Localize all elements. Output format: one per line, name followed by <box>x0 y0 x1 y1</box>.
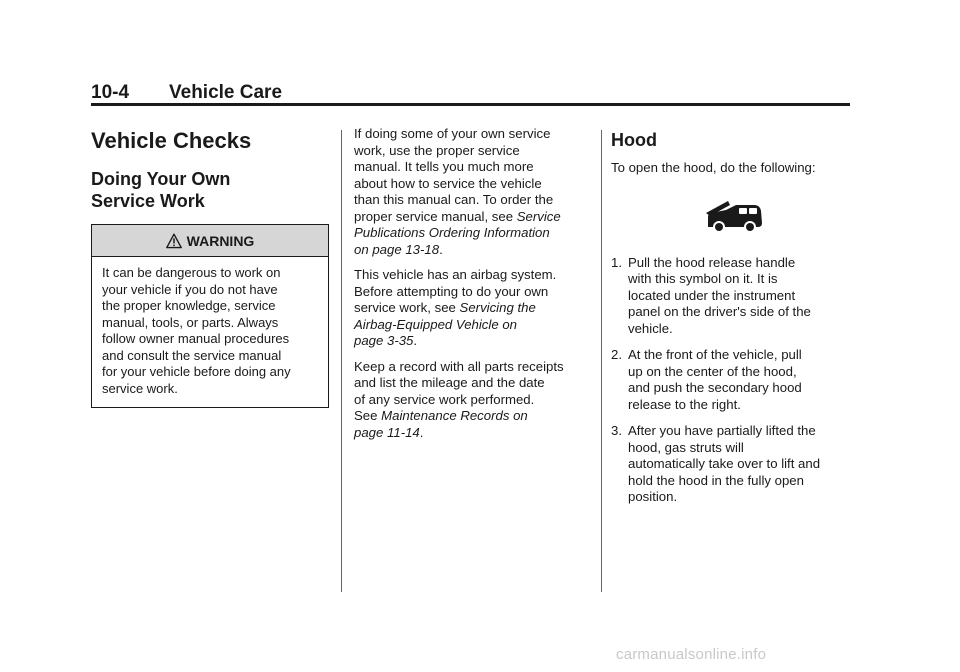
page-ref-11-14-link[interactable]: page 11-14 <box>354 424 420 440</box>
text-line <box>354 242 590 259</box>
column-divider-1 <box>341 130 342 592</box>
hood-icon-container <box>611 185 856 251</box>
warning-header <box>92 225 328 257</box>
section-title: Vehicle Care <box>169 82 283 103</box>
airbag-paragraph <box>354 267 590 350</box>
text-line <box>354 209 590 226</box>
text-line: than this manual can. To order the <box>354 192 554 207</box>
text-line: and list the mileage and the date <box>354 375 545 390</box>
column-1 <box>91 126 331 408</box>
text-span: . <box>413 333 418 348</box>
text-line: of any service work performed. <box>354 391 535 407</box>
text-line: automatically take over to lift and <box>628 456 821 471</box>
text-line: This vehicle has an airbag system. <box>354 267 557 282</box>
text-line <box>354 300 590 317</box>
page-ref-3-35-link[interactable]: page 3-35 <box>354 333 414 348</box>
text-line: up on the center of the hood, <box>628 363 797 379</box>
warning-triangle-icon <box>166 233 182 249</box>
text-line: about how to service the vehicle <box>354 175 542 191</box>
text-line: Before attempting to do your own <box>354 283 549 299</box>
step-number: 2. <box>611 347 622 362</box>
service-work-heading-line1: Doing Your Own <box>91 169 231 189</box>
hood-steps-list <box>611 255 856 506</box>
warning-line: follow owner manual procedures <box>102 331 290 346</box>
page-header <box>91 80 850 106</box>
warning-line: for your vehicle before doing any <box>102 364 291 379</box>
column-3 <box>611 126 856 516</box>
hood-intro-text: To open the hood, do the following: <box>611 160 816 175</box>
text-line: with this symbol on it. It is <box>628 271 778 286</box>
warning-text <box>92 257 328 407</box>
text-line: After you have partially lifted the <box>628 423 816 438</box>
text-line: panel on the driver's side of the <box>628 304 811 319</box>
text-span: service work, see <box>354 300 460 315</box>
text-line <box>354 425 590 442</box>
text-span: . <box>419 424 424 440</box>
step-text <box>628 347 856 413</box>
text-line <box>354 317 590 334</box>
page-ref-13-18-link[interactable]: on page 13-18 <box>354 241 440 257</box>
service-work-heading-line2: Service Work <box>91 191 205 211</box>
service-publications-link[interactable]: Publications Ordering Information <box>354 225 550 240</box>
text-line: located under the instrument <box>628 287 796 303</box>
page-number: 10-4 <box>91 82 130 103</box>
text-line <box>354 408 590 425</box>
service-work-heading <box>91 168 331 212</box>
warning-line: It can be dangerous to work on <box>102 265 281 280</box>
text-span: proper service manual, see <box>354 208 517 224</box>
text-line: hold the hood in the fully open <box>628 472 804 488</box>
text-line: vehicle. <box>628 320 673 336</box>
list-item <box>611 347 856 413</box>
warning-line: the proper knowledge, service <box>102 298 276 313</box>
records-paragraph <box>354 359 590 442</box>
airbag-servicing-link[interactable]: Servicing the <box>459 300 536 315</box>
column-divider-2 <box>601 130 602 592</box>
warning-label: WARNING <box>186 232 255 249</box>
text-line: At the front of the vehicle, pull <box>628 347 802 362</box>
step-text <box>628 423 856 506</box>
warning-line: service work. <box>102 380 178 396</box>
text-line: Keep a record with all parts receipts <box>354 358 564 374</box>
text-line: manual. It tells you much more <box>354 159 534 174</box>
warning-box <box>91 224 329 408</box>
watermark: carmanualsonline.info <box>616 646 767 663</box>
text-line <box>354 225 590 242</box>
text-line: work, use the proper service <box>354 142 520 158</box>
text-line: Pull the hood release handle <box>628 254 796 270</box>
text-line: hood, gas struts will <box>628 439 744 455</box>
warning-line: manual, tools, or parts. Always <box>102 314 279 330</box>
text-line: If doing some of your own service <box>354 126 551 141</box>
warning-line: your vehicle if you do not have <box>102 281 278 297</box>
list-item <box>611 423 856 506</box>
warning-line: and consult the service manual <box>102 347 282 363</box>
airbag-servicing-link[interactable]: Airbag-Equipped Vehicle on <box>354 316 518 332</box>
step-text <box>628 255 856 338</box>
text-line: release to the right. <box>628 396 741 412</box>
hood-heading: Hood <box>611 130 657 150</box>
text-span: See <box>354 408 382 423</box>
text-line: position. <box>628 489 678 504</box>
service-manual-paragraph <box>354 126 590 258</box>
text-line: and push the secondary hood <box>628 380 802 395</box>
column-2 <box>354 126 590 450</box>
service-publications-link[interactable]: Service <box>516 208 561 224</box>
text-line <box>354 333 590 350</box>
list-item <box>611 255 856 338</box>
text-span: . <box>439 241 443 257</box>
hood-release-icon <box>702 197 766 238</box>
vehicle-checks-heading: Vehicle Checks <box>91 128 252 153</box>
step-number: 1. <box>611 254 622 270</box>
maintenance-records-link[interactable]: Maintenance Records on <box>381 408 528 423</box>
step-number: 3. <box>611 423 622 438</box>
